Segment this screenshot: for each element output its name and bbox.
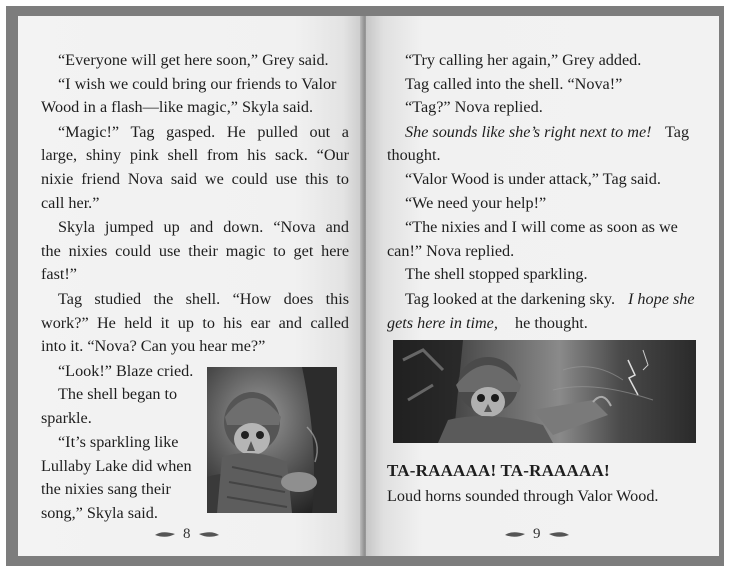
text-line: Tag studied the shell. “How does this [58, 290, 349, 308]
text-line: work?” He held it up to his ear and called [41, 314, 349, 332]
text-line: The shell began to [58, 385, 178, 403]
text-line: Wood in a flash—like magic,” Skyla said. [41, 98, 314, 116]
text-line: Tag looked at the darkening sky. [405, 290, 615, 308]
right-page [366, 16, 719, 556]
text-line: “Magic!” Tag gasped. He pulled out a [58, 123, 349, 141]
text-line: he thought. [515, 314, 588, 332]
text-line: “We need your help!” [405, 194, 547, 212]
text-line: “Try calling her again,” Grey added. [405, 51, 642, 69]
text-line: “Look!” Blaze cried. [58, 362, 194, 380]
text-line: Tag called into the shell. “Nova!” [405, 75, 623, 93]
knight-illustration [207, 367, 337, 513]
text-line: can!” Nova replied. [387, 242, 515, 260]
text-line: Loud horns sounded through Valor Wood. [387, 487, 659, 505]
text-line: nixie friend Nova said we could use this to [41, 170, 349, 188]
text-line: “It’s sparkling like [58, 433, 179, 451]
page-number-8 [154, 526, 220, 543]
thought-line: I hope she [628, 290, 695, 308]
text-line: the nixies sang their [41, 480, 171, 498]
text-line: large, shiny pink shell from his sack. “Our [41, 146, 349, 164]
leaf-ornament-icon [198, 530, 220, 539]
page-number: 9 [533, 526, 541, 542]
text-line: The shell stopped sparkling. [405, 265, 588, 283]
text-line: Lullaby Lake did when [41, 457, 192, 475]
thought-line: She sounds like she’s right next to me! [405, 123, 652, 141]
text-line: into it. “Nova? Can you hear me?” [41, 337, 266, 355]
text-line: the nixies could use their magic to get here [41, 242, 349, 260]
text-line: Tag [665, 123, 690, 141]
text-line: sparkle. [41, 409, 92, 427]
text-line: “Tag?” Nova replied. [405, 98, 543, 116]
text-line: “Valor Wood is under attack,” Tag said. [405, 170, 661, 188]
text-line: “I wish we could bring our friends to Valor [58, 75, 337, 93]
knight-storm-illustration [393, 340, 696, 443]
leaf-ornament-icon [154, 530, 176, 539]
leaf-ornament-icon [548, 530, 570, 539]
text-line: song,” Skyla said. [41, 504, 158, 522]
book-spread [6, 6, 724, 566]
text-line: “The nixies and I will come as soon as we [405, 218, 678, 236]
text-line: fast!” [41, 265, 77, 283]
thought-line: gets here in time, [387, 314, 498, 332]
text-line: thought. [387, 146, 441, 164]
leaf-ornament-icon [504, 530, 526, 539]
page-number: 8 [183, 526, 191, 542]
horn-sound-text: TA-RAAAAA! TA-RAAAAA! [387, 461, 610, 480]
left-page [18, 16, 364, 556]
text-line: Skyla jumped up and down. “Nova and [58, 218, 349, 236]
text-line: call her.” [41, 194, 100, 212]
text-line: “Everyone will get here soon,” Grey said. [58, 51, 329, 69]
page-number-9 [504, 526, 570, 543]
